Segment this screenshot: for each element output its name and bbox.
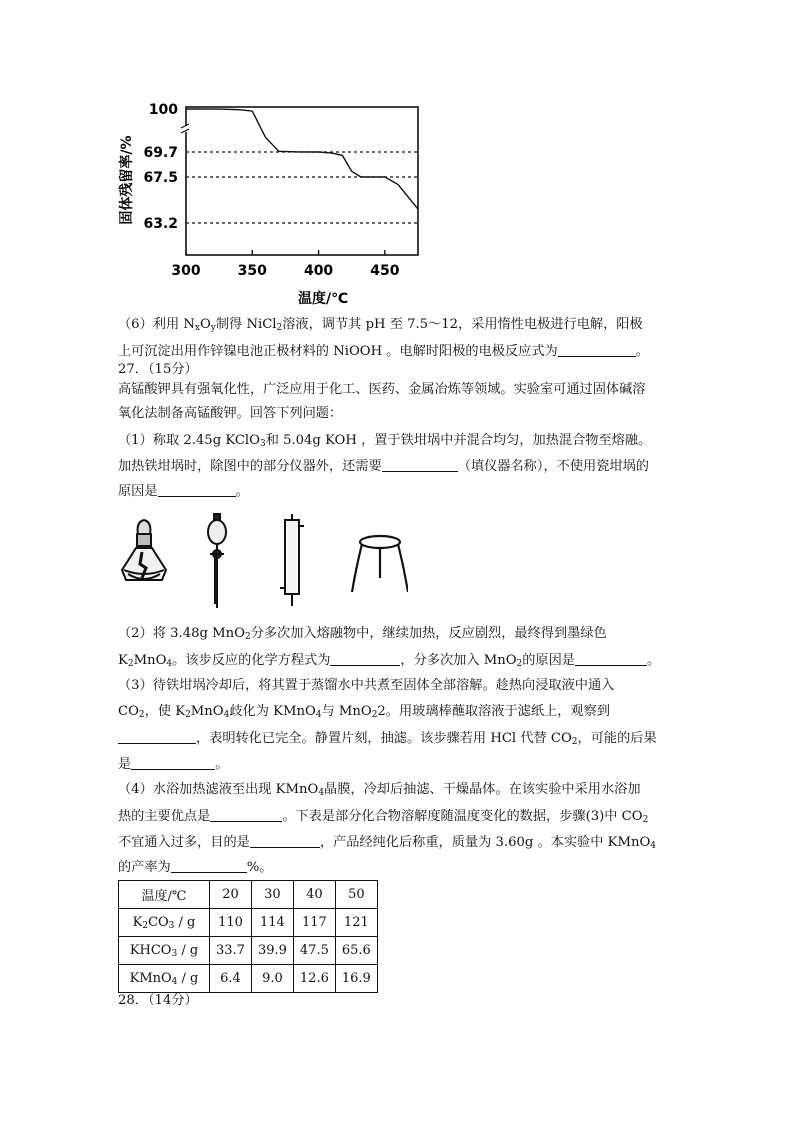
row-label-co: CO [148, 915, 169, 930]
q27-p4-line-2 [118, 807, 648, 826]
row-label-khco: KHCO [129, 943, 172, 958]
q27-intro-text-1: 高锰酸钾具有强氧化性，广泛应用于化工、医药、金属冶炼等领域。实验室可通过固体碱溶 [118, 382, 646, 397]
q27-p4-l1: （4）水浴加热滤液至出现 KMnO [118, 782, 319, 797]
table-row [119, 965, 378, 993]
row-label-k: K [132, 915, 143, 930]
q27-p3-line-2 [118, 703, 610, 721]
q27-p4-l4-b: %。 [246, 860, 273, 875]
q27-p3-observation-blank[interactable] [118, 729, 196, 744]
x-tick-label: 300 [171, 263, 201, 279]
chart-dashed-levels [186, 152, 418, 223]
table-row-label [119, 937, 210, 965]
q27-p4-line-3 [118, 833, 656, 852]
q27-p2-sub-k: 2 [127, 659, 134, 669]
q27-p3-sub-4: 4 [223, 710, 230, 720]
q27-p1-instrument-blank[interactable] [382, 457, 458, 472]
q27-p4-l1-b: 晶膜，冷却后抽滤、干燥晶体。在该实验中采用水浴加 [324, 782, 641, 797]
row-label-sub3: 3 [168, 921, 175, 931]
q27-p3-line-3 [118, 729, 657, 748]
chart-x-tick-labels [171, 263, 399, 279]
chart-x-axis-label: 温度/℃ [297, 291, 349, 307]
q27-p2-reason-blank[interactable] [575, 651, 647, 666]
q27-p1-l3-a: 原因是 [118, 484, 158, 499]
table-row [119, 909, 378, 937]
q27-p2-l2-b: ，分多次加入 MnO [400, 653, 517, 668]
solubility-table [118, 880, 378, 993]
q27-p1-l3-b: 。 [235, 484, 249, 499]
table-header-cell: 30 [251, 881, 293, 909]
apparatus-figure [118, 512, 408, 612]
row-label-sub3: 3 [171, 949, 178, 959]
q27-p3-l3-a: ，表明转化已完全。静置片刻，抽滤。该步骤若用 HCl 代替 CO [196, 731, 572, 746]
q27-p4-purpose-blank[interactable] [250, 833, 320, 848]
table-cell: 110 [210, 909, 252, 937]
chart-series-line [186, 109, 418, 209]
q6-rest: 溶液，调节其 pH 至 7.5～12，采用惰性电极进行电解，阳极 [282, 317, 643, 332]
table-cell: 33.7 [210, 937, 252, 965]
chart-frame [186, 107, 418, 255]
q27-p1-text-b: 和 5.04g KOH ，置于铁坩埚中并混合均匀，加热混合物至熔融。 [265, 433, 652, 448]
q27-p1-line-1 [118, 432, 651, 450]
q28-header-text: 28．（14分） [118, 993, 198, 1008]
q27-p4-sub-4: 4 [318, 788, 325, 798]
table-row-label [119, 909, 210, 937]
table-header-cell: 20 [210, 881, 252, 909]
q27-p2-l2-d: 。 [647, 653, 661, 668]
row-label-sub: 2 [142, 921, 149, 931]
q27-p2-sub-mno2: 2 [516, 659, 523, 669]
alcohol-lamp-icon [122, 520, 166, 580]
q27-p2-line-2 [118, 651, 660, 670]
q27-p4-l4-a: 的产率为 [118, 860, 171, 875]
q27-p3-sub-co2: 2 [138, 710, 145, 720]
q27-p2-line-1 [118, 625, 607, 643]
q27-p4-sub-co2: 2 [642, 815, 649, 825]
q27-p1-reason-blank[interactable] [158, 482, 236, 497]
q27-p4-advantage-blank[interactable] [210, 807, 282, 822]
table-cell: 39.9 [251, 937, 293, 965]
q27-p4-l2-a: 热的主要优点是 [118, 809, 211, 824]
axis-break-mark [181, 124, 189, 133]
q27-p1-l2-b: （填仪器名称），不使用瓷坩埚的 [457, 459, 649, 474]
q27-p3-sub-k2: 2 [185, 710, 191, 720]
q27-intro-text-2: 氧化法制备高锰酸钾。回答下列问题： [118, 406, 343, 421]
q27-p2-l1-b: 分多次加入熔融物中，继续加热，反应剧烈，最终得到墨绿色 [250, 626, 607, 641]
row-label-unit: / g [177, 971, 199, 986]
table-row-label [119, 965, 210, 993]
q6-sub-y: y [210, 323, 216, 333]
y-tick-label: 67.5 [143, 170, 178, 186]
row-label-unit: / g [177, 943, 199, 958]
q27-p1-line-3 [118, 482, 249, 501]
q27-p3-l4-a: 是 [118, 757, 132, 772]
table-row [119, 937, 378, 965]
q6-line-1 [118, 316, 643, 334]
q27-p3-l2-c: 歧化为 KMnO [229, 704, 316, 719]
q27-intro-2 [118, 405, 342, 423]
q27-header-text: 27．（15分） [118, 362, 198, 377]
q27-p2-l2-a: 。该步反应的化学方程式为 [172, 653, 331, 668]
q27-p2-mno: MnO [133, 653, 167, 668]
thermogravimetric-chart [118, 95, 438, 310]
table-header-row [119, 881, 378, 909]
q27-p2-sub: 2 [244, 632, 251, 642]
q27-p4-sub-4b: 4 [650, 841, 657, 851]
q6-sub-2: 2 [276, 323, 283, 333]
q6-answer-blank[interactable] [558, 342, 636, 357]
q27-p3-line-4 [118, 755, 228, 774]
table-cell: 6.4 [210, 965, 252, 993]
q27-intro-1 [118, 381, 646, 399]
q27-p4-line-4 [118, 858, 272, 877]
q27-p1-l2-a: 加热铁坩埚时，除图中的部分仪器外，还需要 [118, 459, 382, 474]
q27-p3-sub-mno2: 2 [371, 710, 378, 720]
q27-p4-l3-b: ，产品经纯化后称重，质量为 3.60g 。本实验中 KMnO [319, 835, 651, 850]
x-tick-label: 400 [303, 263, 334, 279]
chart-y-axis-label: 固体残留率/% [119, 135, 135, 225]
q27-p3-l2-e: 2。用玻璃棒蘸取溶液于滤纸上，观察到 [377, 704, 610, 719]
q6-line-2 [118, 342, 649, 361]
x-tick-label: 450 [370, 263, 400, 279]
q6-lead: （6）利用 [118, 317, 180, 332]
q27-p4-yield-blank[interactable] [171, 858, 247, 873]
table-cell: 114 [251, 909, 293, 937]
table-cell: 47.5 [293, 937, 335, 965]
q27-p3-co: CO [118, 704, 139, 719]
q27-p3-consequence-blank[interactable] [131, 755, 215, 770]
q27-p3-l2-a: ，使 K [144, 704, 186, 719]
q27-p4-line-1 [118, 781, 641, 799]
separatory-funnel-icon [208, 514, 226, 608]
q27-p2-equation-blank[interactable] [330, 651, 400, 666]
q27-p3-line-1 [118, 677, 614, 695]
row-label-kmno: KMnO [129, 971, 172, 986]
table-cell: 9.0 [251, 965, 293, 993]
q27-p2-l2-c: 的原因是 [522, 653, 575, 668]
q6-line2-text: 上可沉淀出用作锌镍电池正极材料的 NiOOH 。电解时阳极的电极反应式为 [118, 344, 558, 359]
y-tick-label: 100 [148, 102, 178, 118]
q27-p2-sub-4: 4 [166, 659, 173, 669]
table-cell: 121 [335, 909, 377, 937]
q28-header [118, 992, 198, 1010]
chart-axes [181, 107, 418, 255]
chart-y-tick-labels [143, 102, 178, 232]
table-cell: 12.6 [293, 965, 335, 993]
q6-formula-o: O [199, 317, 211, 332]
y-tick-label: 63.2 [143, 216, 178, 232]
row-label-sub4: 4 [171, 977, 178, 987]
q27-p1-line-2 [118, 457, 649, 476]
q27-p4-l2-b: 。下表是部分化合物溶解度随温度变化的数据，步骤(3)中 CO [282, 809, 643, 824]
q6-sub-x: x [194, 323, 200, 333]
q27-p3-l3-b: ，可能的后果 [577, 731, 657, 746]
condenser-tube-icon [280, 514, 304, 606]
tripod-stand-icon [352, 536, 408, 592]
q27-p1-text-a: （1）称取 2.45g KClO [118, 433, 260, 448]
table-header-cell: 40 [293, 881, 335, 909]
q27-p3-l2-d: 与 MnO [321, 704, 372, 719]
q27-header [118, 361, 198, 379]
q27-p3-sub-4b: 4 [315, 710, 322, 720]
q27-p3-l4-b: 。 [215, 757, 229, 772]
q27-p4-l3-a: 不宜通入过多，目的是 [118, 835, 250, 850]
q27-p3-l2-b: MnO [190, 704, 224, 719]
q6-formula: N [183, 317, 195, 332]
table-header-cell: 50 [335, 881, 377, 909]
y-tick-label: 69.7 [143, 145, 178, 161]
q27-p2-k: K [118, 653, 128, 668]
row-label-unit: / g [174, 915, 196, 930]
table-header-cell: 温度/℃ [119, 881, 210, 909]
table-cell: 117 [293, 909, 335, 937]
q6-mid: 制得 NiCl [215, 317, 277, 332]
table-cell: 16.9 [335, 965, 377, 993]
q27-p3-sub-co2b: 2 [571, 737, 578, 747]
q6-line2-end: 。 [635, 344, 649, 359]
q27-p1-sub: 3 [259, 439, 266, 449]
q27-p3-l1: （3）待铁坩埚冷却后，将其置于蒸馏水中共煮至固体全部溶解。趁热向浸取液中通入 [118, 678, 615, 693]
q27-p2-l1-a: （2）将 3.48g MnO [118, 626, 245, 641]
x-tick-label: 350 [237, 263, 267, 279]
table-cell: 65.6 [335, 937, 377, 965]
